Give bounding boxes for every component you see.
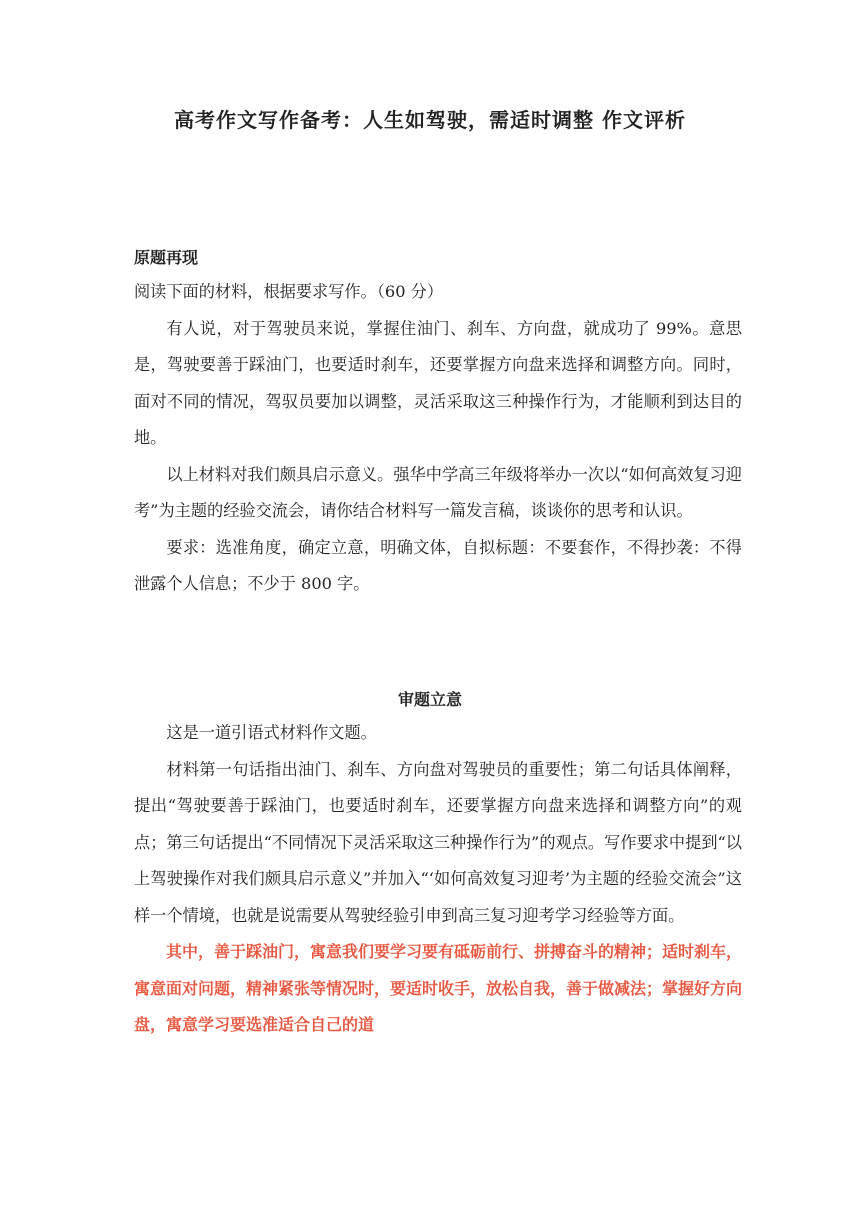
section-heading-original: 原题再现 <box>134 248 199 267</box>
section-heading-analysis: 审题立意 <box>397 690 462 709</box>
analysis-paragraph: 这是一道引语式材料作文题。 <box>166 723 377 742</box>
original-problem-body <box>134 274 742 603</box>
document-title: 高考作文写作备考：人生如驾驶，需适时调整 作文评析 <box>174 108 686 132</box>
highlight-paragraph: 其中，善于踩油门，寓意我们要学习要有砥砺前行、拼搏奋斗的精神；适时刹车，寓意面对问题，精神紧张等情况时，要适时收手，放松自我，善于做减法；掌握好方向盘，寓意学习要选准适合自己的道 <box>134 942 743 1034</box>
instruction-paragraph: 阅读下面的材料，根据要求写作。（60 分） <box>134 282 444 301</box>
task-paragraph: 以上材料对我们颇具启示意义。强华中学高三年级将举办一次以“如何高效复习迎考”为主题的经验交流会，请你结合材料写一篇发言稿，谈谈你的思考和认识。 <box>134 464 742 520</box>
analysis-body <box>134 715 742 1044</box>
requirements-paragraph: 要求：选准角度，确定立意，明确文体，自拟标题：不要套作，不得抄袭：不得泄露个人信息；不少于 800 字。 <box>134 537 742 593</box>
analysis-paragraph: 材料第一句话指出油门、刹车、方向盘对驾驶员的重要性；第二句话具体阐释，提出“驾驶要善于踩油门，也要适时刹车，还要掌握方向盘来选择和调整方向”的观点；第三句话提出“不同情况下灵活采取这三种操作行为”的观点。写作要求中提到“以上驾驶操作对我们颇具启示意义”并加入“‘如何高效复习迎考’为主题的经验交流会”这样一个情境，也就是说需要从驾驶经验引申到高三复习迎考学习经验等方面。 <box>134 759 742 925</box>
material-paragraph: 有人说，对于驾驶员来说，掌握住油门、刹车、方向盘，就成功了 99%。意思是，驾驶要善于踩油门，也要适时刹车，还要掌握方向盘来选择和调整方向。同时，面对不同的情况，驾驭员要加以调整，灵活采取这三种操作行为，才能顺利到达目的地。 <box>134 318 742 447</box>
